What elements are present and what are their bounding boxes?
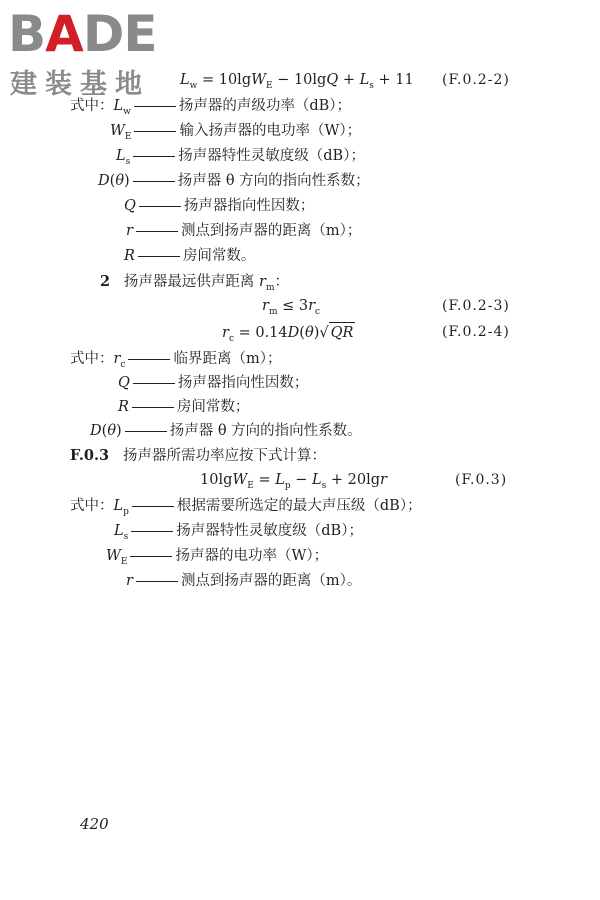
equation-number-f024: (F.0.2-4) [442,324,510,340]
where-line: Q 扬声器指向性因数； [118,375,309,391]
where-line: R 房间常数。 [124,248,256,264]
where-line: Q 扬声器指向性因数； [124,198,315,214]
equation-number-f03: (F.0.3) [455,472,508,488]
where-line: 式中：$r_c$ 临界距离（m）； [70,351,282,370]
equation-f023: $r_m \le 3r_c$ [262,298,321,317]
where-line: $L_s$ 扬声器特性灵敏度级（dB）； [116,148,365,167]
equation-f024: $r_c = 0.14D(\theta)√$ QR [222,322,355,349]
where-line: 式中：$L_w$ 扬声器的声级功率（dB）； [70,98,352,117]
logo-chinese-text: 建装基地 [10,69,150,100]
equation-number-f022: (F.0.2-2) [442,72,510,88]
page-number: 420 [80,815,109,833]
site-logo [8,5,178,100]
clause-f03: F.0.3 扬声器所需功率应按下式计算： [70,447,326,464]
where-line: $W_E$ 输入扬声器的电功率（W）； [110,123,362,142]
equation-f03: $10\lg W_E = L_p - L_s + 20\lg r$ [200,472,387,491]
where-line: D(θ) 扬声器 θ 方向的指向性系数； [98,173,370,189]
where-line: $L_s$ 扬声器特性灵敏度级（dB）； [114,523,363,542]
where-line: r 测点到扬声器的距离（m）。 [126,573,362,589]
where-line: D(θ) 扬声器 θ 方向的指向性系数。 [90,423,362,439]
where-line: 式中：$L_p$ 根据需要所选定的最大声压级（dB）； [70,498,422,517]
where-line: R 房间常数； [118,399,250,415]
where-line: r 测点到扬声器的距离（m）； [126,223,362,239]
item-2: 2 扬声器最远供声距离 $r_m$： [100,273,290,293]
logo-wordmark: BADE [8,5,157,63]
equation-number-f023: (F.0.2-3) [442,298,510,314]
where-line: $W_E$ 扬声器的电功率（W）； [106,548,329,567]
equation-f022: $L_w = 10\lg W_E - 10\lg Q + L_s + 11$ [180,72,414,91]
